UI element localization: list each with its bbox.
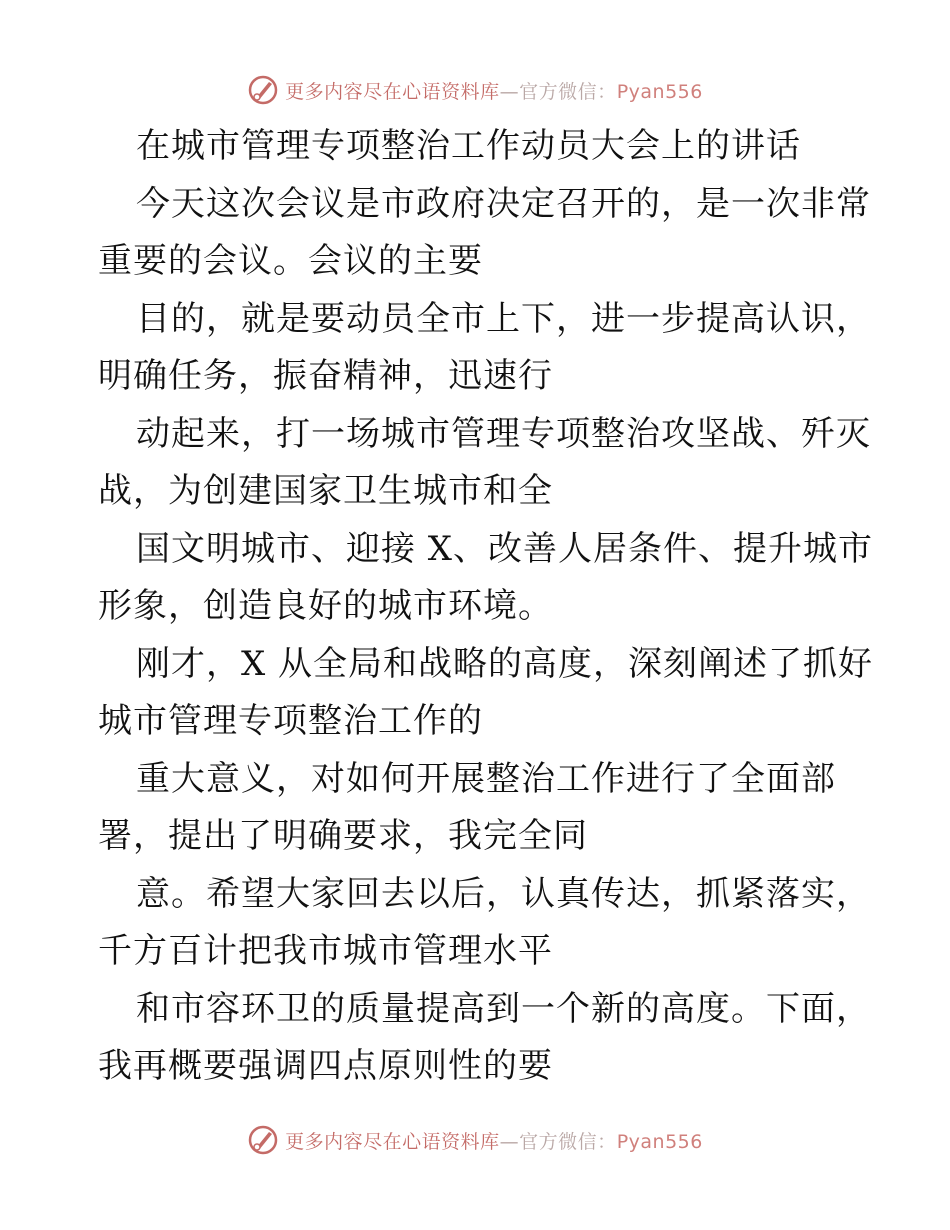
paragraph-line: 动起来，打一场城市管理专项整治攻坚战、歼灭 <box>136 413 871 454</box>
quill-logo-icon <box>247 74 279 106</box>
paragraph-line: 明确任务，振奋精神，迅速行 <box>98 356 553 396</box>
document-title: 在城市管理专项整治工作动员大会上的讲话 <box>136 126 801 166</box>
paragraph-line: 国文明城市、迎接 X、改善人居条件、提升城市 <box>136 528 874 569</box>
banner-text <box>285 77 703 104</box>
banner-wechat-label: 官方微信： <box>519 80 617 103</box>
paragraph-line: 意。希望大家回去以后，认真传达，抓紧落实， <box>136 873 871 914</box>
header-banner <box>0 70 950 110</box>
banner-dash: — <box>499 1130 520 1153</box>
banner-dash: — <box>499 80 520 103</box>
document-body <box>98 118 874 1096</box>
paragraph-line: 署，提出了明确要求，我完全同 <box>98 816 588 856</box>
paragraph-line: 千方百计把我市城市管理水平 <box>98 931 553 971</box>
footer-banner <box>0 1120 950 1160</box>
paragraph-line: 和市容环卫的质量提高到一个新的高度。下面， <box>136 988 871 1029</box>
paragraph-line: 重大意义，对如何开展整治工作进行了全面部 <box>136 758 836 799</box>
paragraph-line: 重要的会议。会议的主要 <box>98 241 483 281</box>
paragraph-line: 战，为创建国家卫生城市和全 <box>98 471 553 511</box>
banner-wechat-id: Pyan556 <box>616 80 703 103</box>
paragraph-line: 今天这次会议是市政府决定召开的，是一次非常 <box>136 183 871 224</box>
paragraph-line: 目的，就是要动员全市上下，进一步提高认识， <box>136 298 871 339</box>
banner-wechat-id: Pyan556 <box>616 1130 703 1153</box>
paragraph-line: 形象，创造良好的城市环境。 <box>98 586 553 626</box>
paragraph-line: 刚才，X 从全局和战略的高度，深刻阐述了抓好 <box>136 643 874 684</box>
banner-wechat-label: 官方微信： <box>519 1130 617 1153</box>
banner-site-text: 更多内容尽在心语资料库 <box>285 80 500 103</box>
paragraph-line: 我再概要强调四点原则性的要 <box>98 1046 553 1086</box>
quill-logo-icon <box>247 1124 279 1156</box>
banner-text <box>285 1127 703 1154</box>
paragraph-line: 城市管理专项整治工作的 <box>98 701 483 741</box>
banner-site-text: 更多内容尽在心语资料库 <box>285 1130 500 1153</box>
